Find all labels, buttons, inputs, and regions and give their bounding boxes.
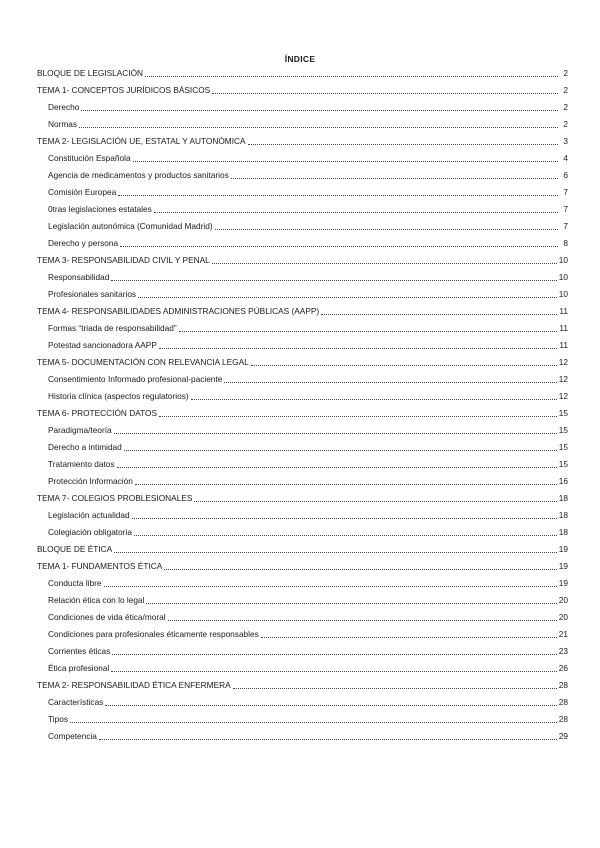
toc-subsection-entry[interactable] (37, 269, 568, 286)
toc-entry-label: Constitución Española (48, 153, 131, 163)
toc-section-entry[interactable] (37, 405, 568, 422)
toc-entry-label: Derecho a intimidad (48, 442, 122, 452)
dot-leader (194, 501, 556, 502)
toc-entry-page-number: 11 (559, 340, 568, 350)
toc-entry-label: 0tras legislaciones estatales (48, 204, 152, 214)
toc-entry-label: Legislación actualidad (48, 510, 130, 520)
toc-entry-label: Tratamiento datos (48, 459, 115, 469)
toc-entry-label: Protección Información (48, 476, 133, 486)
toc-entry-page-number: 20 (558, 612, 568, 622)
dot-leader (111, 280, 556, 281)
dot-leader (321, 314, 557, 315)
dot-leader (105, 705, 556, 706)
toc-entry-page-number: 21 (558, 629, 568, 639)
toc-entry-page-number: 2 (563, 85, 568, 95)
toc-subsection-entry[interactable] (37, 711, 568, 728)
toc-entry-label: Relación ética con lo legal (48, 595, 145, 605)
toc-entry-page-number: 10 (558, 289, 568, 299)
dot-leader (215, 229, 558, 230)
toc-entry-label: Consentimiento Informado profesional-paciente (48, 374, 223, 384)
toc-entry-page-number: 19 (558, 578, 568, 588)
toc-entry-page-number: 15 (558, 408, 568, 418)
toc-entry-page-number: 2 (563, 68, 568, 78)
dot-leader (164, 569, 557, 570)
toc-section-entry[interactable] (37, 354, 568, 371)
toc-entry-page-number: 15 (558, 425, 568, 435)
toc-entry-label: TEMA 6- PROTECCIÓN DATOS (37, 408, 158, 418)
toc-subsection-entry[interactable] (37, 116, 568, 133)
toc-subsection-entry[interactable] (37, 439, 568, 456)
toc-entry-page-number: 28 (558, 697, 568, 707)
toc-entry-page-number: 7 (563, 221, 568, 231)
dot-leader (212, 263, 557, 264)
dot-leader (132, 518, 557, 519)
toc-entry-label: Formas “triada de responsabilidad” (48, 323, 177, 333)
dot-leader (118, 195, 558, 196)
toc-entry-label: Paradigma/teoría (48, 425, 112, 435)
toc-entry-page-number: 7 (563, 204, 568, 214)
toc-section-entry[interactable] (37, 558, 568, 575)
toc-subsection-entry[interactable] (37, 337, 568, 354)
dot-leader (135, 484, 557, 485)
toc-entry-label: TEMA 3- RESPONSABILIDAD CIVIL Y PENAL (37, 255, 210, 265)
table-of-contents (37, 65, 568, 745)
toc-entry-page-number: 12 (558, 357, 568, 367)
toc-section-entry[interactable] (37, 303, 568, 320)
toc-subsection-entry[interactable] (37, 456, 568, 473)
toc-entry-label: Características (48, 697, 104, 707)
toc-subsection-entry[interactable] (37, 507, 568, 524)
dot-leader (251, 365, 557, 366)
toc-section-entry[interactable] (37, 490, 568, 507)
toc-entry-page-number: 18 (558, 493, 568, 503)
toc-entry-label: TEMA 1- CONCEPTOS JURÍDICOS BÁSICOS (37, 85, 211, 95)
toc-entry-label: Conducta libre (48, 578, 102, 588)
dot-leader (231, 178, 558, 179)
dot-leader (114, 433, 557, 434)
toc-entry-page-number: 10 (558, 272, 568, 282)
toc-entry-label: Historia clínica (aspectos regulatorios) (48, 391, 189, 401)
toc-entry-label: Legislación autonómica (Comunidad Madrid) (48, 221, 213, 231)
toc-entry-page-number: 11 (559, 306, 568, 316)
toc-entry-label: Potestad sancionadora AAPP (48, 340, 157, 350)
toc-subsection-entry[interactable] (37, 660, 568, 677)
dot-leader (179, 331, 558, 332)
dot-leader (138, 297, 557, 298)
toc-section-entry[interactable] (37, 133, 568, 150)
toc-entry-label: Derecho y persona (48, 238, 119, 248)
dot-leader (99, 739, 557, 740)
dot-leader (133, 161, 558, 162)
dot-leader (112, 654, 557, 655)
dot-leader (111, 671, 556, 672)
dot-leader (114, 552, 557, 553)
toc-entry-page-number: 6 (563, 170, 568, 180)
toc-entry-label: BLOQUE DE LEGISLACIÓN (37, 68, 144, 78)
toc-subsection-entry[interactable] (37, 235, 568, 252)
toc-subsection-entry[interactable] (37, 184, 568, 201)
toc-entry-label: Colegiación obligatoria (48, 527, 132, 537)
toc-entry-label: Corrientes éticas (48, 646, 111, 656)
toc-entry-page-number: 3 (563, 136, 568, 146)
dot-leader (224, 382, 556, 383)
dot-leader (134, 535, 557, 536)
toc-entry-page-number: 15 (558, 459, 568, 469)
toc-subsection-entry[interactable] (37, 99, 568, 116)
toc-entry-label: TEMA 1- FUNDAMENTOS ÉTICA (37, 561, 163, 571)
toc-entry-label: Agencia de medicamentos y productos sanitarios (48, 170, 229, 180)
toc-entry-page-number: 20 (558, 595, 568, 605)
dot-leader (248, 144, 558, 145)
toc-subsection-entry[interactable] (37, 575, 568, 592)
toc-entry-label: Responsabilidad (48, 272, 110, 282)
toc-entry-label: TEMA 2- RESPONSABILIDAD ÉTICA ENFERMERA (37, 680, 231, 690)
toc-subsection-entry[interactable] (37, 371, 568, 388)
toc-subsection-entry[interactable] (37, 626, 568, 643)
toc-section-entry[interactable] (37, 65, 568, 82)
toc-entry-page-number: 2 (563, 119, 568, 129)
toc-entry-label: Competencia (48, 731, 97, 741)
dot-leader (81, 110, 558, 111)
dot-leader (124, 450, 557, 451)
toc-entry-label: Derecho (48, 102, 80, 112)
toc-entry-label: Ética profesional (48, 663, 110, 673)
toc-entry-page-number: 2 (563, 102, 568, 112)
toc-subsection-entry[interactable] (37, 592, 568, 609)
dot-leader (168, 620, 557, 621)
toc-entry-label: Condiciones de vida ética/moral (48, 612, 166, 622)
toc-entry-page-number: 28 (558, 714, 568, 724)
toc-entry-page-number: 29 (558, 731, 568, 741)
toc-entry-page-number: 11 (559, 323, 568, 333)
dot-leader (212, 93, 558, 94)
toc-subsection-entry[interactable] (37, 643, 568, 660)
dot-leader (120, 246, 558, 247)
toc-entry-label: Tipos (48, 714, 68, 724)
toc-entry-label: Comisión Europea (48, 187, 117, 197)
dot-leader (104, 586, 557, 587)
toc-entry-page-number: 4 (563, 153, 568, 163)
toc-entry-page-number: 28 (558, 680, 568, 690)
toc-entry-page-number: 18 (558, 510, 568, 520)
toc-subsection-entry[interactable] (37, 422, 568, 439)
toc-entry-page-number: 15 (558, 442, 568, 452)
toc-subsection-entry[interactable] (37, 609, 568, 626)
toc-entry-page-number: 23 (558, 646, 568, 656)
toc-section-entry[interactable] (37, 541, 568, 558)
toc-entry-page-number: 16 (558, 476, 568, 486)
toc-entry-label: TEMA 2- LEGISLACIÓN UE, ESTATAL Y AUTONÓMICA (37, 136, 246, 146)
toc-entry-label: TEMA 7- COLEGIOS PROBLESIONALES (37, 493, 193, 503)
toc-subsection-entry[interactable] (37, 286, 568, 303)
toc-entry-page-number: 7 (563, 187, 568, 197)
dot-leader (159, 348, 558, 349)
toc-subsection-entry[interactable] (37, 150, 568, 167)
toc-entry-label: TEMA 4- RESPONSABILIDADES ADMINISTRACIONES PÚBLICAS (AAPP) (37, 306, 320, 316)
toc-subsection-entry[interactable] (37, 728, 568, 745)
toc-subsection-entry[interactable] (37, 694, 568, 711)
toc-entry-label: TEMA 5- DOCUMENTACIÓN CON RELEVANCIA LEGAL (37, 357, 249, 367)
toc-entry-page-number: 26 (558, 663, 568, 673)
toc-entry-label: Normas (48, 119, 78, 129)
toc-subsection-entry[interactable] (37, 388, 568, 405)
toc-entry-page-number: 19 (558, 561, 568, 571)
toc-entry-page-number: 8 (563, 238, 568, 248)
toc-subsection-entry[interactable] (37, 320, 568, 337)
toc-title: ÍNDICE (284, 54, 316, 64)
dot-leader (145, 76, 558, 77)
toc-entry-page-number: 12 (558, 391, 568, 401)
toc-entry-page-number: 12 (558, 374, 568, 384)
toc-entry-label: BLOQUE DE ÉTICA (37, 544, 113, 554)
toc-entry-page-number: 19 (558, 544, 568, 554)
toc-subsection-entry[interactable] (37, 218, 568, 235)
toc-section-entry[interactable] (37, 677, 568, 694)
dot-leader (261, 637, 557, 638)
dot-leader (233, 688, 557, 689)
dot-leader (70, 722, 557, 723)
toc-subsection-entry[interactable] (37, 473, 568, 490)
toc-subsection-entry[interactable] (37, 524, 568, 541)
dot-leader (79, 127, 558, 128)
toc-subsection-entry[interactable] (37, 167, 568, 184)
toc-entry-label: Condiciones para profesionales éticamente responsables (48, 629, 259, 639)
dot-leader (146, 603, 556, 604)
dot-leader (117, 467, 557, 468)
toc-section-entry[interactable] (37, 82, 568, 99)
toc-section-entry[interactable] (37, 252, 568, 269)
toc-entry-page-number: 10 (558, 255, 568, 265)
toc-entry-page-number: 18 (558, 527, 568, 537)
dot-leader (191, 399, 557, 400)
dot-leader (154, 212, 558, 213)
dot-leader (159, 416, 557, 417)
toc-subsection-entry[interactable] (37, 201, 568, 218)
toc-entry-label: Profesionales sanitarios (48, 289, 137, 299)
